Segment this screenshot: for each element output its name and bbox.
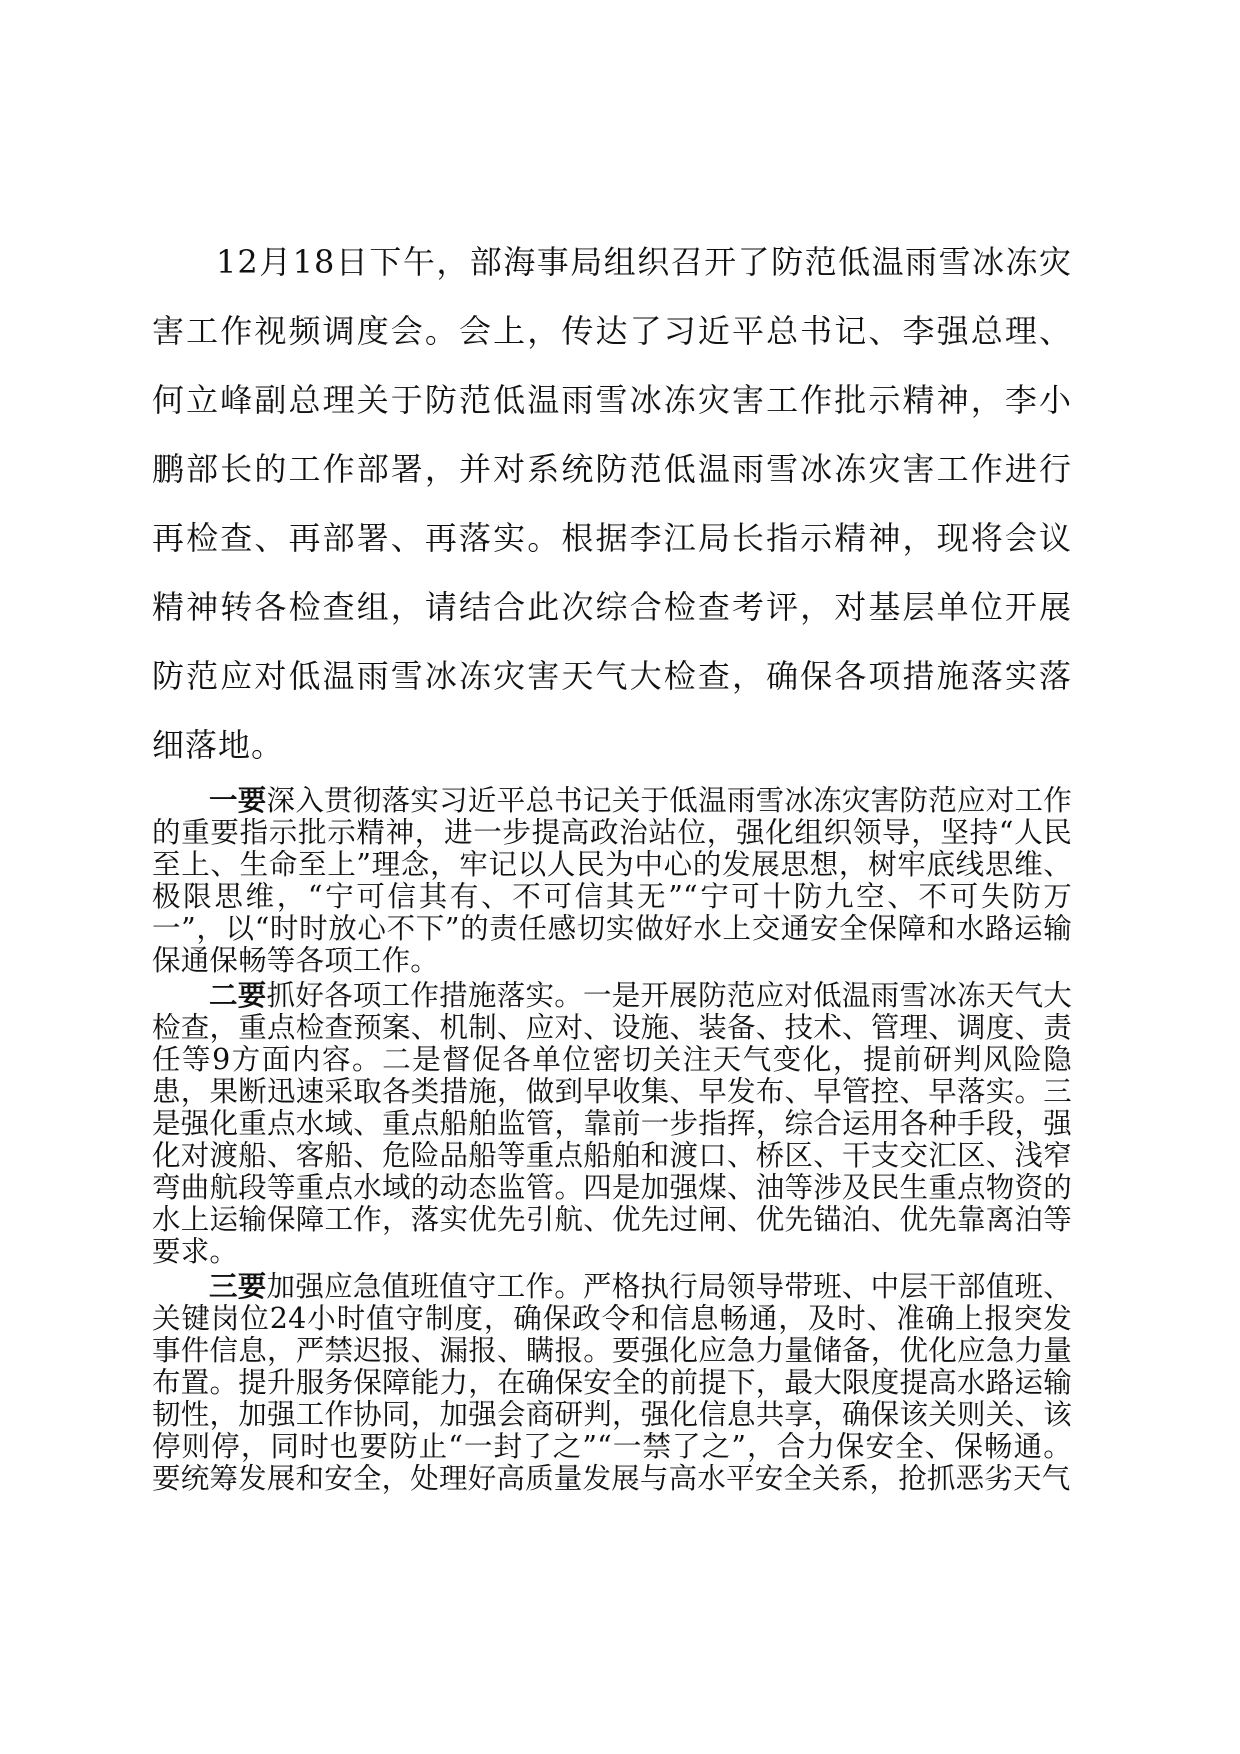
point-lead-3: 三要 — [209, 1269, 267, 1303]
point-lead-2: 二要 — [209, 978, 267, 1012]
point-text-1: 深入贯彻落实习近平总书记关于低温雨雪冰冻灾害防范应对工作的重要指示批示精神，进一步提高政治站位，强化组织领导，坚持“人民至上、生命至上”理念，牢记以人民为中心的发展思想，树牢底线思维、极限思维，“宁可信其有、不可信其无”“宁可十防九空、不可失防万一”，以“时时放心不下”的责任感切实做好水上交通安全保障和水路运输保通保畅等各项工作。 — [152, 784, 1072, 977]
document-body — [152, 228, 1072, 1495]
point-text-3: 加强应急值班值守工作。严格执行局领导带班、中层干部值班、关键岗位24小时值守制度，确保政令和信息畅通，及时、准确上报突发事件信息，严禁迟报、漏报、瞒报。要强化应急力量储备，优化应急力量布置。提升服务保障能力，在确保安全的前提下，最大限度提高水路运输韧性，加强工作协同，加强会商研判，强化信息共享，确保该关则关、该停则停，同时也要防止“一封了之”“一禁了之”，合力保安全、保畅通。要统筹发展和安全，处理好高质量发展与高水平安全关系，抢抓恶劣天气 — [152, 1270, 1072, 1495]
intro-paragraph: 12月18日下午，部海事局组织召开了防范低温雨雪冰冻灾害工作视频调度会。会上，传达了习近平总书记、李强总理、何立峰副总理关于防范低温雨雪冰冻灾害工作批示精神，李小鹏部长的工作部署，并对系统防范低温雨雪冰冻灾害工作进行再检查、再部署、再落实。根据李江局长指示精神，现将会议精神转各检查组，请结合此次综合检查考评，对基层单位开展防范应对低温雨雪冰冻灾害天气大检查，确保各项措施落实落细落地。 — [152, 243, 1072, 764]
point-paragraph-2 — [152, 979, 1072, 1268]
point-text-2: 抓好各项工作措施落实。一是开展防范应对低温雨雪冰冻天气大检查，重点检查预案、机制、应对、设施、装备、技术、管理、调度、责任等9方面内容。二是督促各单位密切关注天气变化，提前研判风险隐患，果断迅速采取各类措施，做到早收集、早发布、早管控、早落实。三是强化重点水域、重点船舶监管，靠前一步指挥，综合运用各种手段，强化对渡船、客船、危险品船等重点船舶和渡口、桥区、干支交汇区、浅窄弯曲航段等重点水域的动态监管。四是加强煤、油等涉及民生重点物资的水上运输保障工作，落实优先引航、优先过闸、优先锚泊、优先靠离泊等要求。 — [152, 979, 1072, 1268]
point-paragraph-3 — [152, 1270, 1072, 1495]
point-paragraph-1 — [152, 784, 1072, 977]
point-lead-1: 一要 — [209, 783, 267, 817]
